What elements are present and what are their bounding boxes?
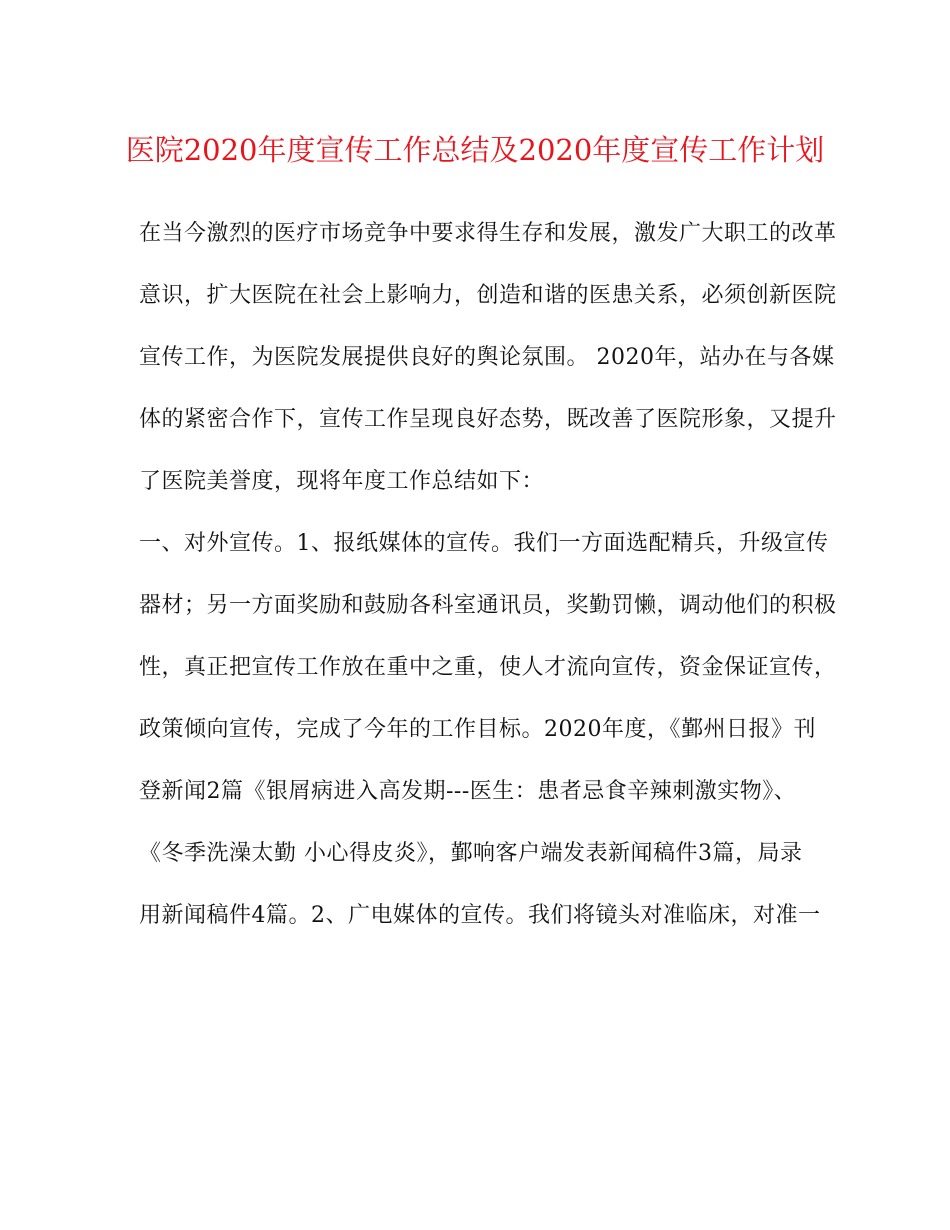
body-line: 宣传工作，为医院发展提供良好的舆论氛围。 2020年，站办在与各媒 — [139, 345, 835, 370]
body-line: 用新闻稿件4篇。2、广电媒体的宣传。我们将镜头对准临床，对准一 — [139, 903, 821, 928]
document-title: 医院2020年度宣传工作总结及2020年度宣传工作计划 — [125, 133, 825, 167]
body-line: 了医院美誉度，现将年度工作总结如下： — [139, 469, 545, 494]
body-line: 在当今激烈的医疗市场竞争中要求得生存和发展，激发广大职工的改革 — [139, 221, 837, 246]
body-line: 性，真正把宣传工作放在重中之重，使人才流向宣传，资金保证宣传， — [139, 655, 837, 680]
body-line: 器材；另一方面奖励和鼓励各科室通讯员，奖勤罚懒，调动他们的积极 — [139, 593, 837, 618]
document-body — [139, 212, 837, 956]
body-line: 政策倾向宣传，完成了今年的工作目标。2020年度，《鄞州日报》刊 — [139, 717, 816, 742]
body-line: 《冬季洗澡太勤 小心得皮炎》，鄞响客户端发表新闻稿件3篇，局录 — [139, 841, 803, 866]
body-line: 一、对外宣传。1、报纸媒体的宣传。我们一方面选配精兵，升级宣传 — [139, 531, 829, 556]
body-line: 登新闻2篇《银屑病进入高发期---医生：患者忌食辛辣刺激实物》、 — [139, 779, 797, 804]
body-line: 体的紧密合作下，宣传工作呈现良好态势，既改善了医院形象，又提升 — [139, 407, 837, 432]
body-line: 意识，扩大医院在社会上影响力，创造和谐的医患关系，必须创新医院 — [139, 283, 837, 308]
